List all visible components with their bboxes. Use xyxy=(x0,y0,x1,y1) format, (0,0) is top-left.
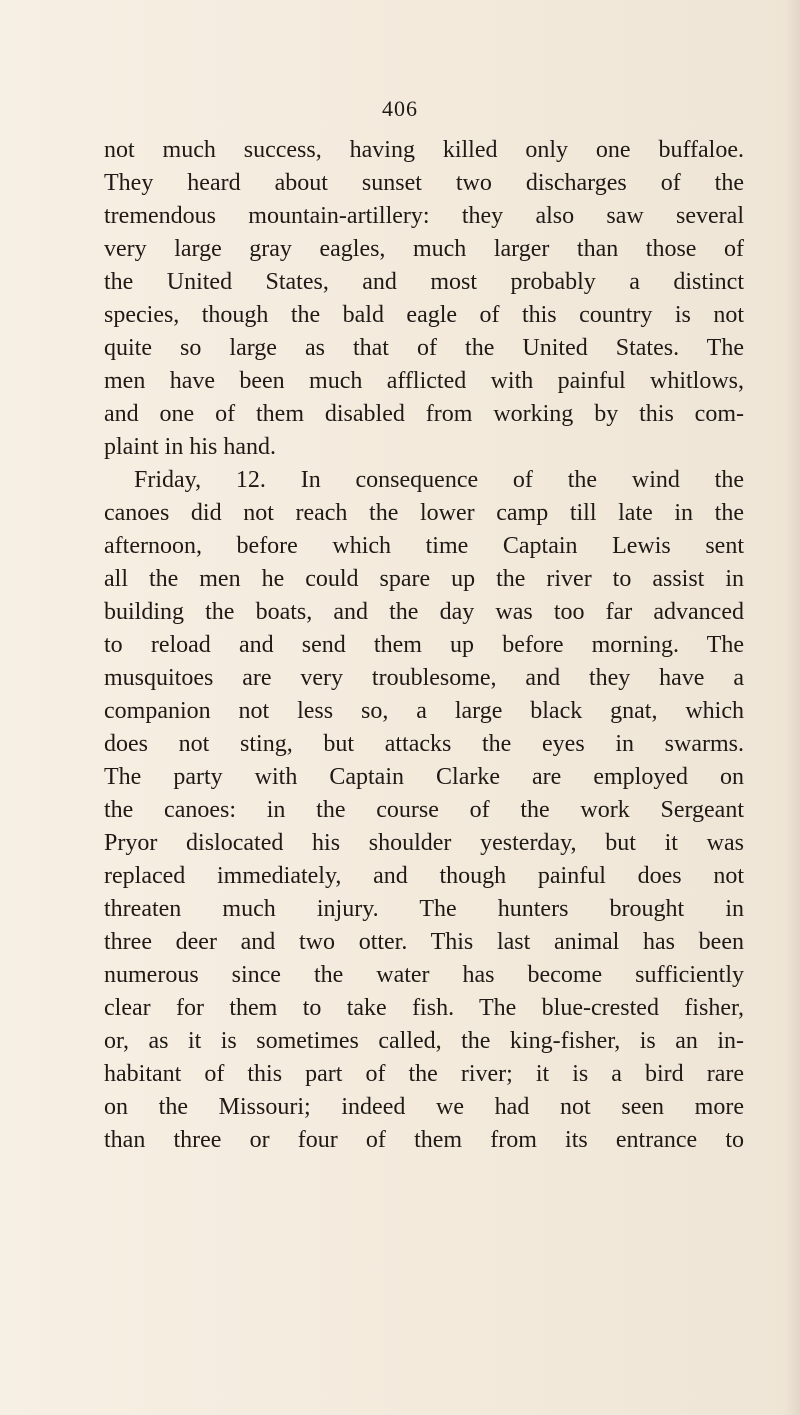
text-line: than three or four of them from its entrance to xyxy=(104,1127,744,1153)
text-line: threaten much injury. The hunters brought in xyxy=(104,896,744,922)
page-number: 406 xyxy=(382,96,418,121)
text-line: Friday, 12. In consequence of the wind the xyxy=(134,467,744,493)
text-line: or, as it is sometimes called, the king-fisher, is an in- xyxy=(104,1028,744,1054)
text-line: men have been much afflicted with painful whitlows, xyxy=(104,368,744,394)
text-line: building the boats, and the day was too far advanced xyxy=(104,599,744,625)
text-line: does not sting, but attacks the eyes in swarms. xyxy=(104,731,744,757)
text-line: three deer and two otter. This last animal has been xyxy=(104,929,744,955)
text-line: and one of them disabled from working by this com- xyxy=(104,401,744,427)
text-line: companion not less so, a large black gnat, which xyxy=(104,698,744,724)
text-line: tremendous mountain-artillery: they also saw several xyxy=(104,203,744,229)
text-line: Pryor dislocated his shoulder yesterday, but it was xyxy=(104,830,744,856)
text-line: species, though the bald eagle of this country is not xyxy=(104,302,744,328)
text-line: afternoon, before which time Captain Lewis sent xyxy=(104,533,744,559)
text-line: habitant of this part of the river; it is a bird rare xyxy=(104,1061,744,1087)
text-line: replaced immediately, and though painful does not xyxy=(104,863,744,889)
text-line: They heard about sunset two discharges of the xyxy=(104,170,744,196)
text-line: the United States, and most probably a distinct xyxy=(104,269,744,295)
page-text xyxy=(104,134,744,1157)
text-line: all the men he could spare up the river to assist in xyxy=(104,566,744,592)
text-line: musquitoes are very troublesome, and they have a xyxy=(104,665,744,691)
text-line: quite so large as that of the United States. The xyxy=(104,335,744,361)
page-edge-shadow xyxy=(784,0,800,1415)
text-line: to reload and send them up before morning. The xyxy=(104,632,744,658)
text-line: numerous since the water has become sufficiently xyxy=(104,962,744,988)
text-line: not much success, having killed only one buffaloe. xyxy=(104,137,744,163)
text-line: the canoes: in the course of the work Sergeant xyxy=(104,797,744,823)
text-line: clear for them to take fish. The blue-crested fisher, xyxy=(104,995,744,1021)
text-line: plaint in his hand. xyxy=(104,434,276,460)
text-line: The party with Captain Clarke are employed on xyxy=(104,764,744,790)
text-line: very large gray eagles, much larger than those of xyxy=(104,236,744,262)
text-line: on the Missouri; indeed we had not seen more xyxy=(104,1094,744,1120)
text-line: canoes did not reach the lower camp till late in the xyxy=(104,500,744,526)
